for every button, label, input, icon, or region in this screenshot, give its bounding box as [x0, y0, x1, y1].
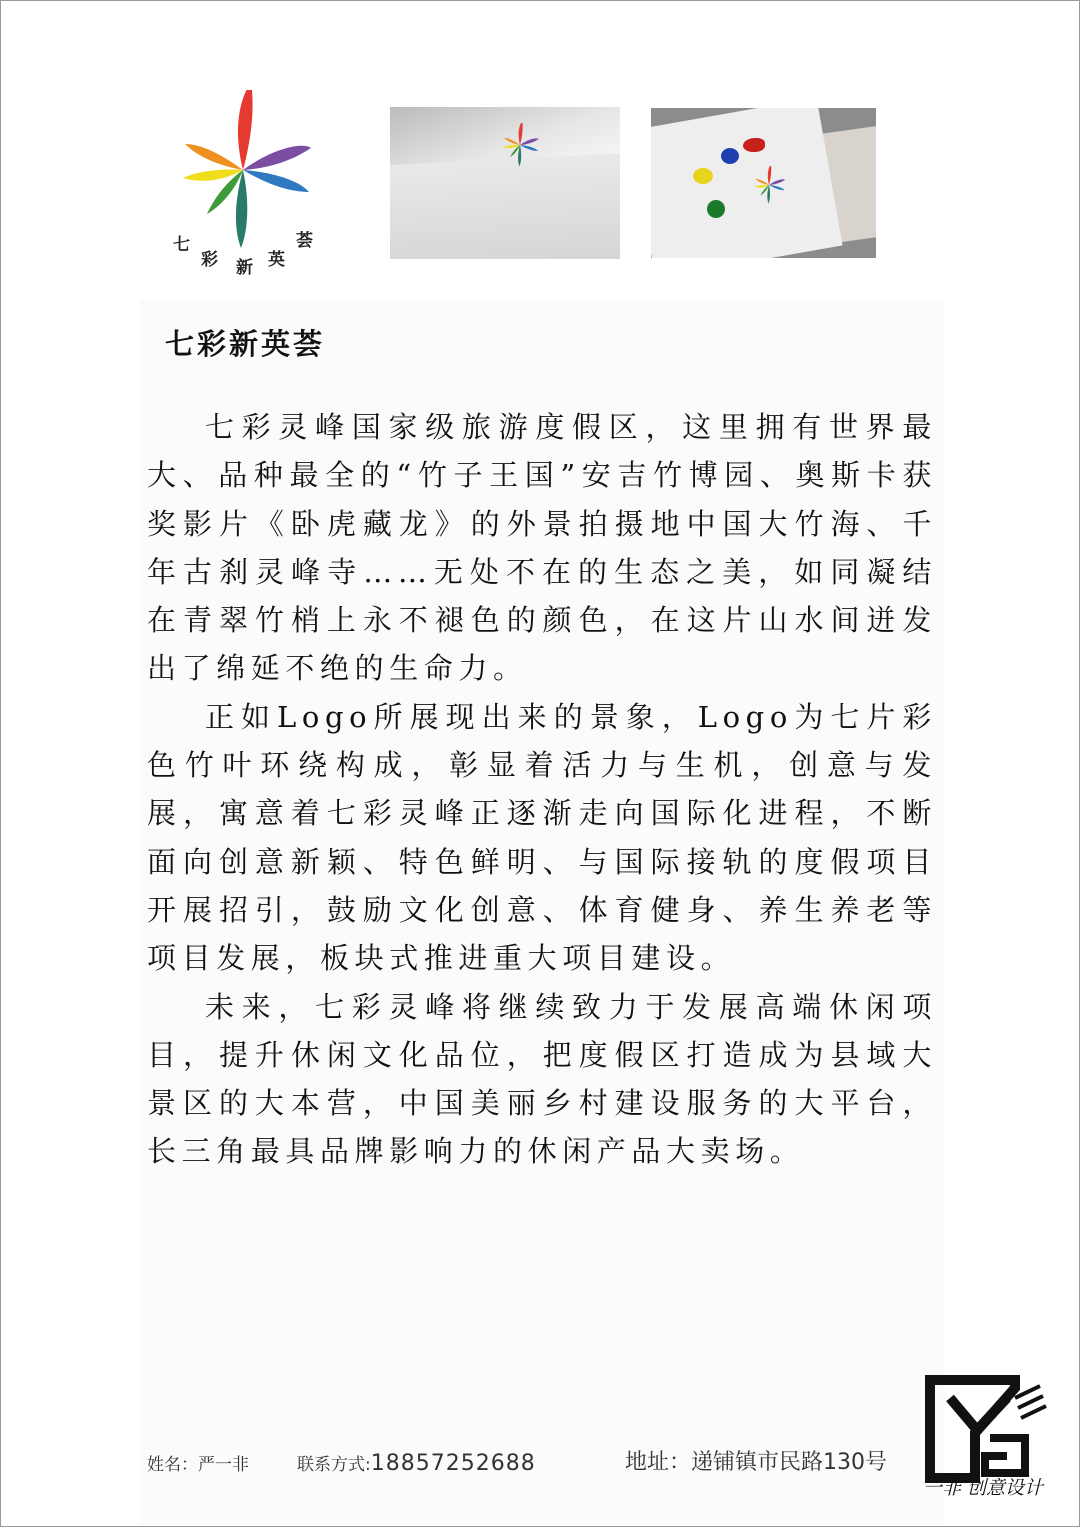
address: 地址：递铺镇市民路130号 — [625, 1450, 887, 1475]
contact-info — [297, 1450, 536, 1476]
contact-label: 联系方式: — [297, 1455, 371, 1475]
logo-char: 英 — [268, 250, 285, 270]
green-paint-blob — [707, 200, 725, 218]
paragraph: 未来，七彩灵峰将继续致力于发展高端休闲项目，提升休闲文化品位，把度假区打造成为县域大景区的大本营，中国美丽乡村建设服务的大平台，长三角最具品牌影响力的休闲产品大卖场。 — [147, 989, 937, 1169]
brand-logo — [168, 90, 318, 280]
body-text — [147, 403, 937, 1176]
paper-mockup-image — [390, 107, 620, 259]
brand-caption: 一非 创意设计 — [923, 1477, 1044, 1499]
page-title: 七彩新英荟 — [165, 327, 326, 361]
blue-paint-blob — [721, 148, 739, 164]
designer-name: 姓名：严一非 — [147, 1455, 249, 1475]
logo-char: 彩 — [201, 250, 218, 270]
logo-char: 新 — [236, 258, 253, 278]
paragraph: 正如Logo所展现出来的景象，Logo为七片彩色竹叶环绕构成，彰显着活力与生机，创意与发展，寓意着七彩灵峰正逐渐走向国际化进程，不断面向创意新颖、特色鲜明、与国际接轨的度假项目开展招引，鼓励文化创意、体育健身、养生养老等项目发展，板块式推进重大项目建设。 — [147, 699, 937, 976]
paragraph: 七彩灵峰国家级旅游度假区，这里拥有世界最大、品种最全的“竹子王国”安吉竹博园、奥斯卡获奖影片《卧虎藏龙》的外景拍摄地中国大竹海、千年古刹灵峰寺……无处不在的生态之美，如同凝结在青翠竹梢上永不褪色的颜色，在这片山水间迸发出了绵延不绝的生命力。 — [147, 410, 937, 686]
mini-logo-icon — [498, 123, 542, 167]
phone-number: 18857252688 — [370, 1451, 536, 1476]
red-paint-blob — [743, 138, 765, 152]
yellow-paint-blob — [693, 168, 713, 184]
card-mockup-image — [651, 108, 876, 258]
logo-char: 荟 — [296, 231, 313, 251]
logo-char: 七 — [173, 235, 190, 255]
mini-logo-icon — [751, 166, 787, 204]
